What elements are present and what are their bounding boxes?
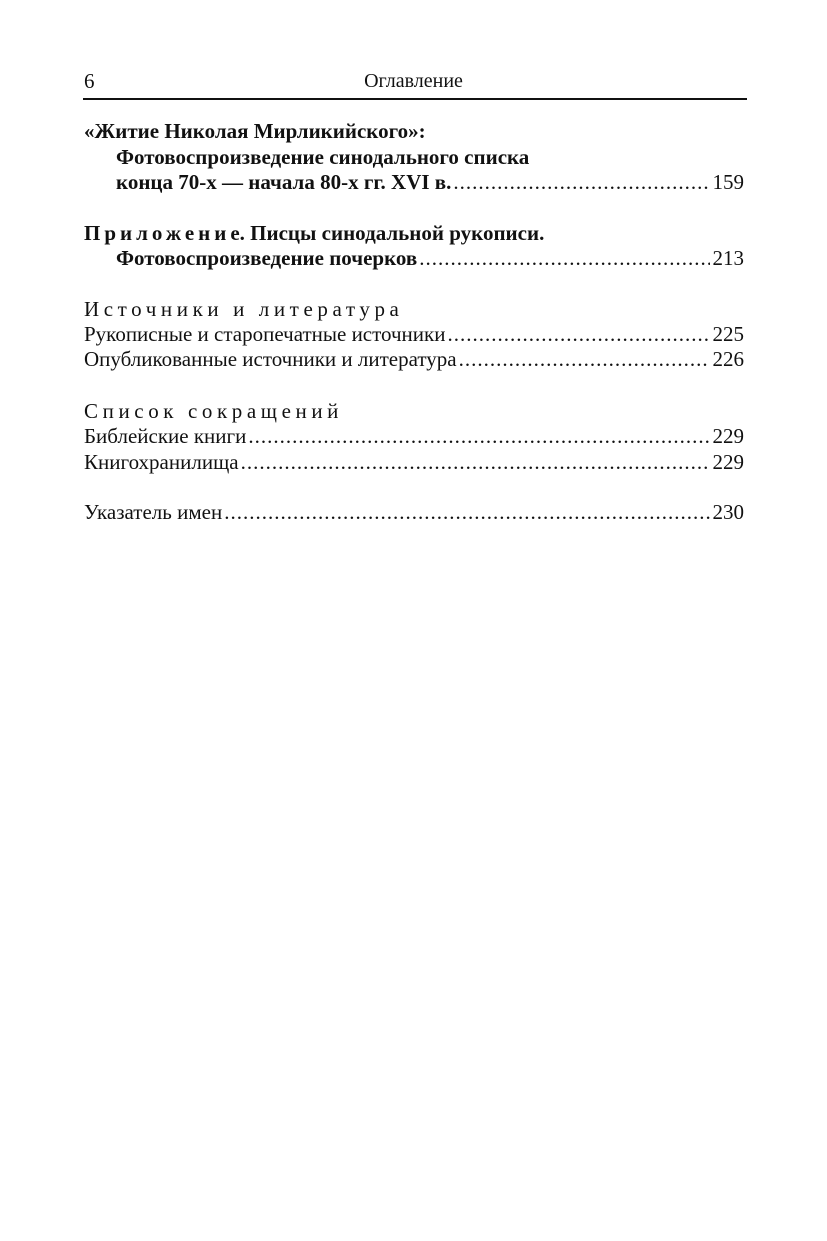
toc-page-number: 229 <box>712 450 744 474</box>
prilozhenie-title-rest: е. Писцы синодальной рукописи. <box>230 221 545 245</box>
dot-leader <box>241 449 710 475</box>
toc-entry-label: Библейские книги <box>84 424 247 448</box>
header-rule <box>83 98 747 100</box>
toc-entry-label: Книгохранилища <box>84 450 239 474</box>
dot-leader <box>453 169 709 195</box>
dot-leader <box>224 499 709 525</box>
toc-page-number: 225 <box>712 322 744 346</box>
dot-leader <box>459 346 710 372</box>
toc-entry-istochniki-0[interactable] <box>84 321 744 347</box>
toc-entry-label: конца 70-х — начала 80-х гг. XVI в. <box>116 170 452 194</box>
toc-page-number: 159 <box>712 170 744 194</box>
toc-entry-zhitie-line2: Фотовоспроизведение синодального списка <box>116 145 530 169</box>
section-heading-istochniki: Источники и литература <box>84 297 404 321</box>
toc-entry-label: Фотовоспроизведение почерков <box>116 246 418 270</box>
toc-entry-label: Указатель имен <box>84 500 223 524</box>
dot-leader <box>248 423 709 449</box>
toc-page-number: 213 <box>712 246 744 270</box>
toc-entry-label: Опубликованные источники и литература <box>84 347 457 371</box>
toc-page-number: 226 <box>712 347 744 371</box>
toc-entry-sokrashcheniya-1[interactable] <box>84 449 744 475</box>
toc-page-number: 230 <box>712 500 744 524</box>
dot-leader <box>447 321 709 347</box>
toc-entry-ukazatel[interactable] <box>84 499 744 525</box>
dot-leader <box>419 245 709 271</box>
section-heading-sokrashcheniya: Список сокращений <box>84 399 344 423</box>
toc-entry-istochniki-1[interactable] <box>84 346 744 372</box>
prilozhenie-spaced-word: Приложени <box>84 221 231 245</box>
page-number: 6 <box>84 69 95 93</box>
toc-entry-prilozhenie-line2[interactable] <box>116 245 744 271</box>
toc-entry-sokrashcheniya-0[interactable] <box>84 423 744 449</box>
toc-entry-zhitie-line1: «Житие Николая Мирликийского»: <box>84 119 426 143</box>
toc-page-number: 229 <box>712 424 744 448</box>
toc-entry-zhitie-line3[interactable] <box>116 169 744 195</box>
running-title: Оглавление <box>364 70 463 92</box>
toc-entry-label: Рукописные и старопечатные источники <box>84 322 446 346</box>
toc-entry-prilozhenie-line1 <box>84 220 544 246</box>
